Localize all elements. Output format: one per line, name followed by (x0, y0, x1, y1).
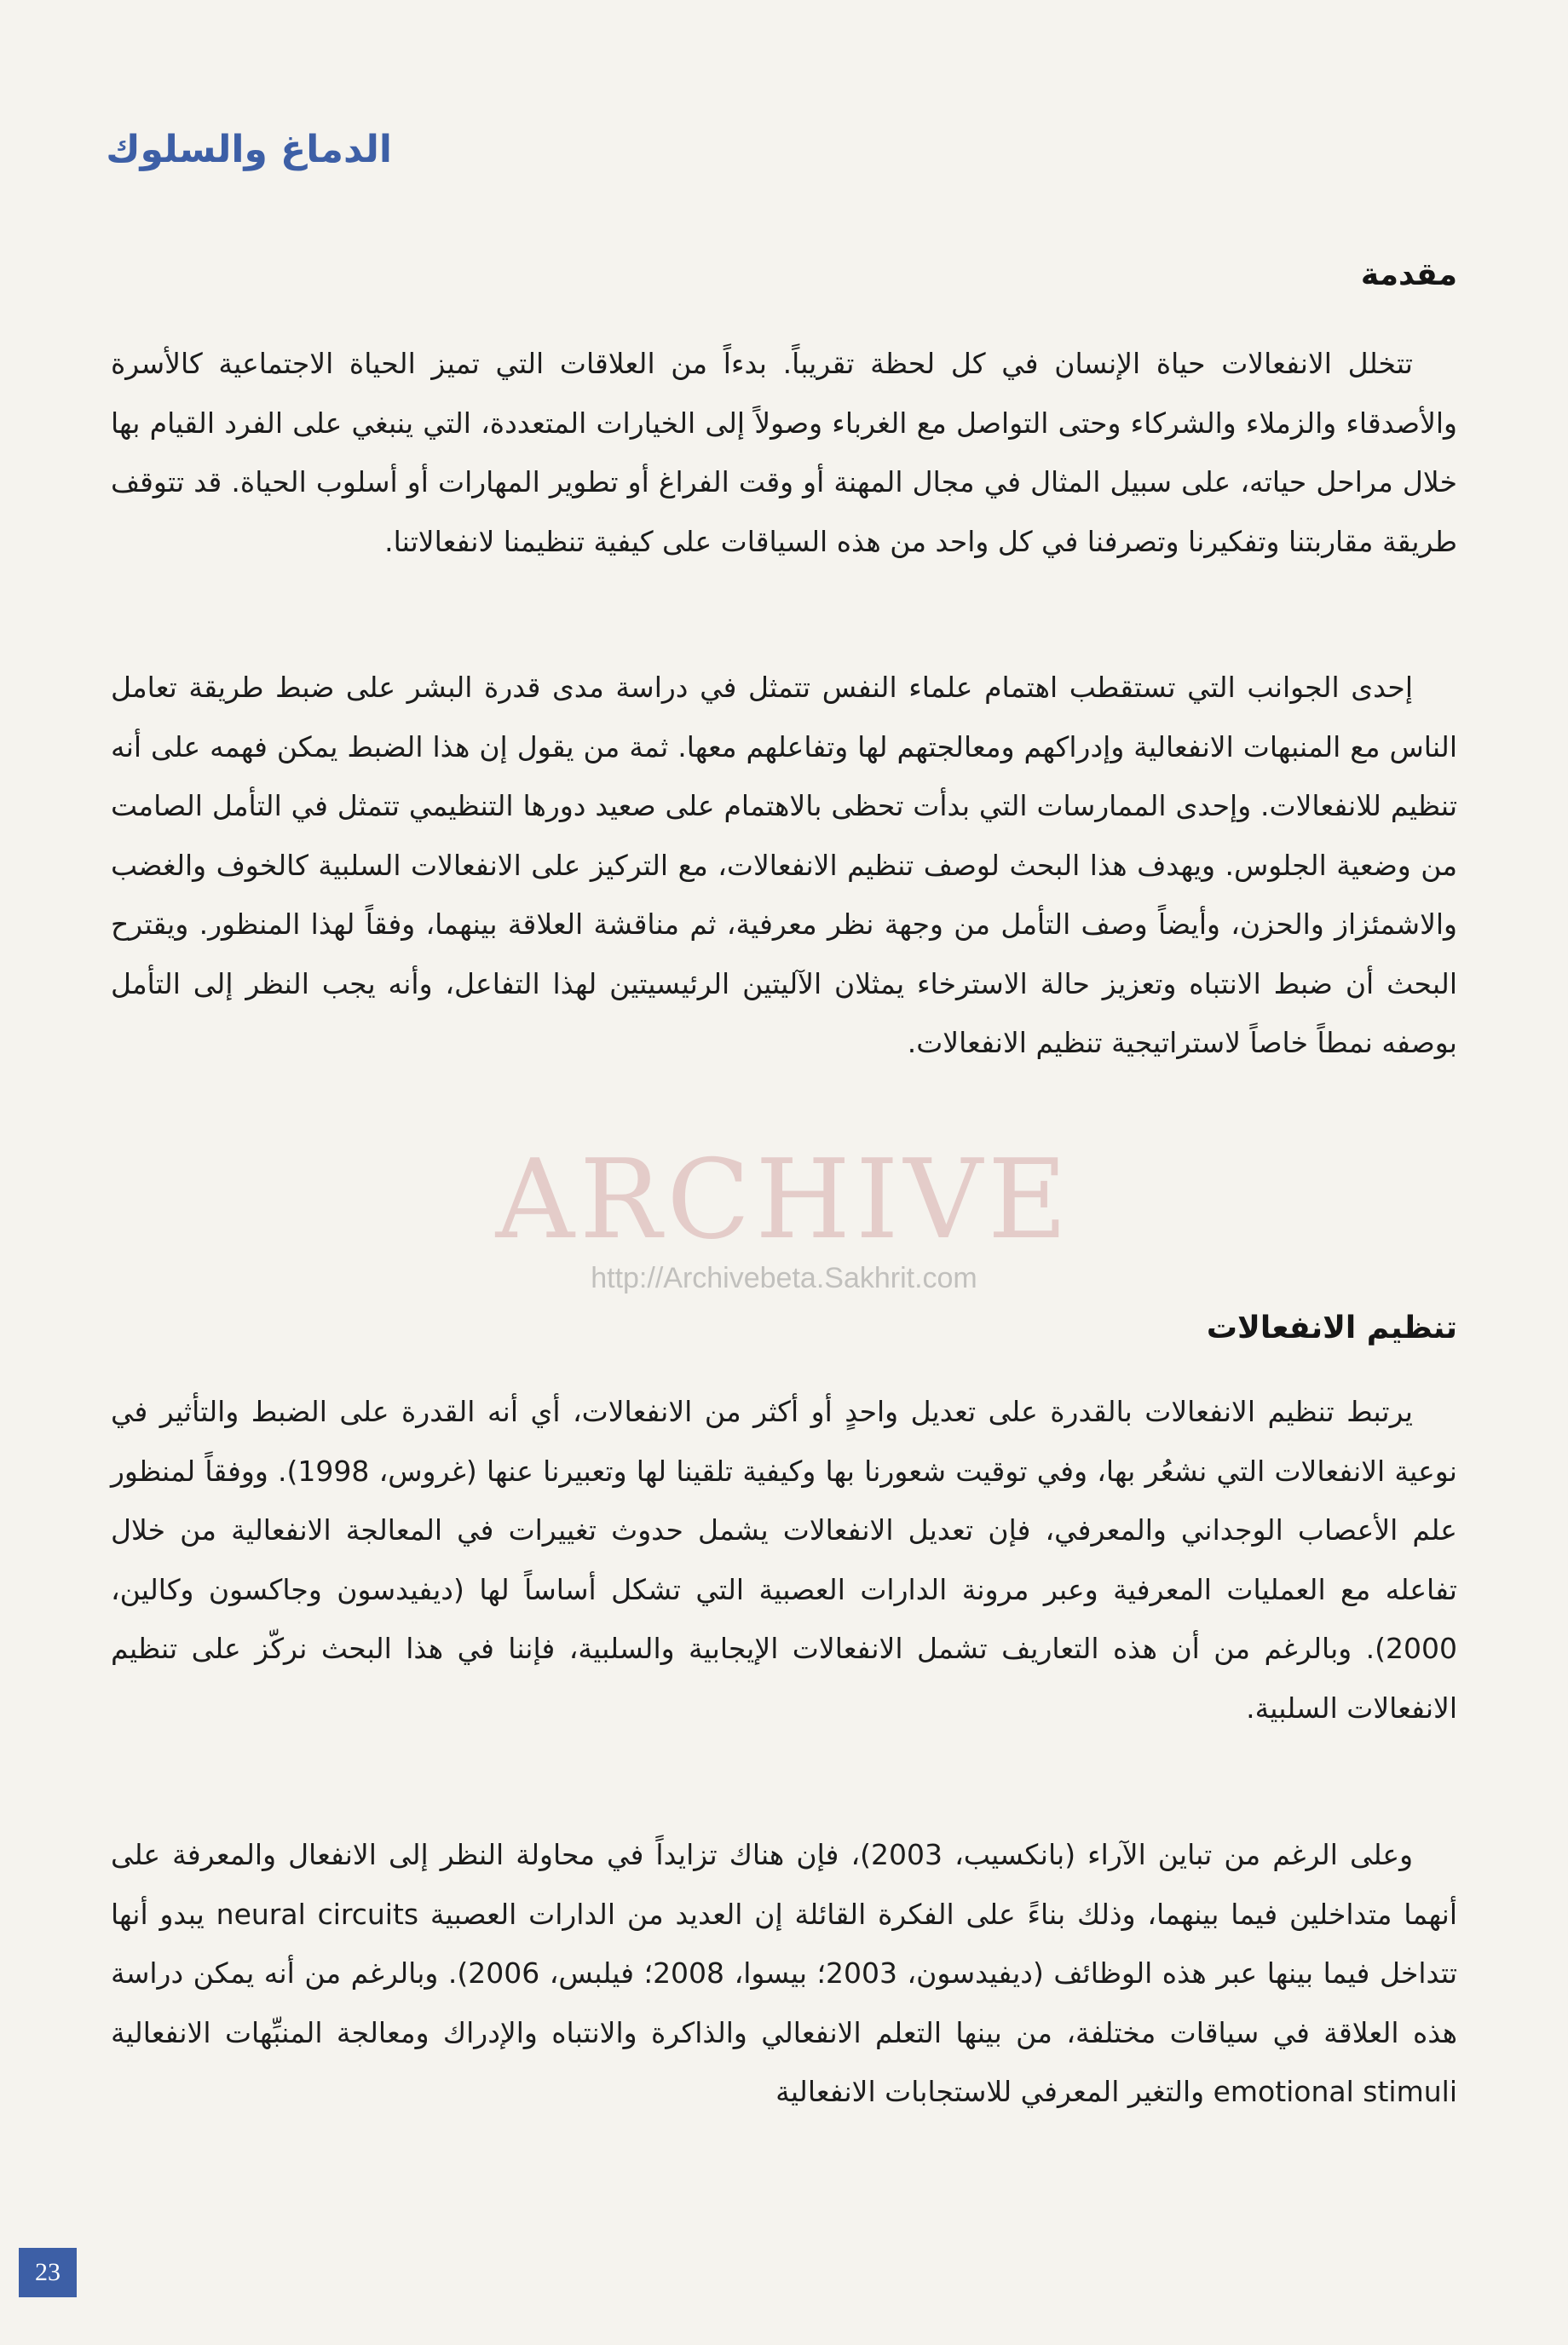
watermark-url: http://Archivebeta.Sakhrit.com (591, 1262, 977, 1294)
paragraph: إحدى الجوانب التي تستقطب اهتمام علماء النفس تتمثل في دراسة مدى قدرة البشر على ضبط طريقة تعامل الناس مع المنبهات الانفعالية وإدراكهم ومعالجتهم لها وتفاعلهم معها. ثمة من يقول إن هذا الضبط يمكن فهمه على أنه تنظيم للانفعالات. وإحدى الممارسات التي بدأت تحظى بالاهتمام على صعيد دورها التنظيمي تتمثل في التأمل الصامت من وضعية الجلوس. ويهدف هذا البحث لوصف تنظيم الانفعالات، مع التركيز على الانفعالات السلبية كالخوف والغضب والاشمئزاز والحزن، وأيضاً وصف التأمل من وجهة نظر معرفية، ثم مناقشة العلاقة بينهما، وفقاً لهذا المنظور. ويقترح البحث أن ضبط الانتباه وتعزيز حالة الاسترخاء يمثلان الآليتين الرئيسيتين لهذا التفاعل، وأنه يجب النظر إلى التأمل بوصفه نمطاً خاصاً لاستراتيجية تنظيم الانفعالات. (111, 671, 1457, 1059)
paragraph: تتخلل الانفعالات حياة الإنسان في كل لحظة تقريباً. بدءاً من العلاقات التي تميز الحياة الاجتماعية كالأسرة والأصدقاء والزملاء والشركاء وحتى التواصل مع الغرباء وصولاً إلى الخيارات المتعددة، التي ينبغي على الفرد القيام بها خلال مراحل حياته، على سبيل المثال في مجال المهنة أو وقت الفراغ أو تطوير المهارات أو أسلوب الحياة. قد تتوقف طريقة مقاربتنا وتفكيرنا وتصرفنا في كل واحد من هذه السياقات على كيفية تنظيمنا لانفعالاتنا. (111, 347, 1457, 558)
section-heading-introduction: مقدمة (1360, 257, 1457, 292)
paragraph: وعلى الرغم من تباين الآراء (بانكسيب، 2003)، فإن هناك تزايداً في محاولة النظر إلى الانفعال والمعرفة على أنهما متداخلين فيما بينهما، وذلك بناءً على الفكرة القائلة إن العديد من الدارات العصبية neural circuits يبدو أنها تتداخل فيما بينها عبر هذه الوظائف (ديفيدسون، 2003؛ بيسوا، 2008؛ فيلبس، 2006). وبالرغم من أنه يمكن دراسة هذه العلاقة في سياقات مختلفة، من بينها التعلم الانفعالي والذاكرة والانتباه والإدراك ومعالجة المنبِّهات الانفعالية emotional stimuli والتغير المعرفي للاستجابات الانفعالية (111, 1838, 1458, 2108)
archive-watermark (460, 1137, 1108, 1295)
section-heading-emotion-regulation: تنظيم الانفعالات (1206, 1311, 1457, 1345)
running-header-title: الدماغ والسلوك (106, 128, 392, 171)
page-number: 23 (19, 2248, 77, 2297)
paragraph: يرتبط تنظيم الانفعالات بالقدرة على تعديل واحدٍ أو أكثر من الانفعالات، أي أنه القدرة على الضبط والتأثير في نوعية الانفعالات التي نشعُر بها، وفي توقيت شعورنا بها وكيفية تلقينا لها وتعبيرنا عنها (غروس، 1998). ووفقاً لمنظور علم الأعصاب الوجداني والمعرفي، فإن تعديل الانفعالات يشمل حدوث تغييرات في المعالجة الانفعالية من خلال تفاعله مع العمليات المعرفية وعبر مرونة الدارات العصبية التي تشكل أساساً لها (ديفيدسون وجاكسون وكالين، 2000). وبالرغم من أن هذه التعاريف تشمل الانفعالات الإيجابية والسلبية، فإننا في هذا البحث نركّز على تنظيم الانفعالات السلبية. (111, 1395, 1457, 1725)
watermark-word: ARCHIVE (495, 1137, 1073, 1264)
